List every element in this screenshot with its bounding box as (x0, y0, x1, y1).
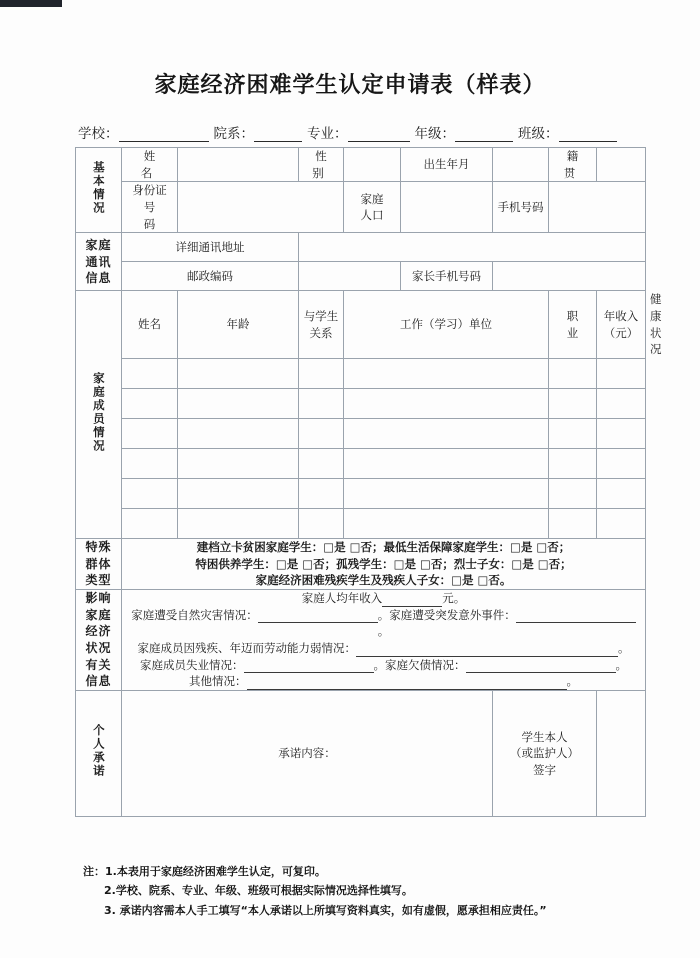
field-grade[interactable] (415, 122, 514, 142)
field-class-blank[interactable] (559, 128, 617, 142)
label-postal-code: 邮政编码 (122, 262, 299, 291)
note-text-1: 1.本表用于家庭经济困难学生认定，可复印。 (105, 865, 326, 878)
special-group-content[interactable] (122, 539, 646, 590)
blank-disaster[interactable] (258, 610, 378, 623)
economic-line-avg-income[interactable]: 家庭人均年收入 元。 (301, 591, 466, 606)
input-family-size[interactable] (401, 182, 493, 233)
field-school-blank[interactable] (119, 128, 209, 142)
cell-member-age[interactable] (178, 419, 299, 449)
special-group-line-1[interactable]: 建档立卡贫困家庭学生：□是 □否；最低生活保障家庭学生：□是 □否； (196, 540, 571, 555)
cell-member-age[interactable] (178, 449, 299, 479)
input-postal-code[interactable] (299, 262, 401, 291)
cell-member-income[interactable] (597, 509, 646, 539)
contact-info-row-2 (76, 262, 646, 291)
column-header-member-age: 年龄 (178, 291, 299, 359)
table-row (76, 419, 646, 449)
column-header-member-occupation: 职 业 (549, 291, 597, 359)
column-header-member-relation: 与学生 关系 (299, 291, 344, 359)
label-gender: 性 别 (299, 148, 344, 182)
field-school[interactable] (78, 122, 209, 142)
cell-member-income[interactable] (597, 479, 646, 509)
field-department-blank[interactable] (254, 128, 302, 142)
input-mobile-phone[interactable] (549, 182, 646, 233)
cell-member-relation[interactable] (299, 509, 344, 539)
header-fields-row (78, 122, 645, 142)
cell-member-name[interactable] (122, 449, 178, 479)
table-row (76, 359, 646, 389)
input-id-number[interactable] (178, 182, 344, 233)
cell-member-name[interactable] (122, 389, 178, 419)
cell-member-income[interactable] (597, 419, 646, 449)
blank-accident[interactable] (516, 610, 636, 623)
cell-member-name[interactable] (122, 509, 178, 539)
section-label-special-group: 特殊群体类型 (76, 539, 122, 590)
cell-member-name[interactable] (122, 419, 178, 449)
cell-member-name[interactable] (122, 359, 178, 389)
cell-member-occupation[interactable] (549, 389, 597, 419)
economic-line-other[interactable]: 其他情况： 。 (189, 674, 578, 689)
field-major[interactable] (307, 122, 410, 142)
table-row (76, 509, 646, 539)
cell-member-relation[interactable] (299, 359, 344, 389)
signature-label: 学生本人 （或监护人） 签字 (493, 691, 597, 817)
input-detailed-address[interactable] (299, 233, 646, 262)
economic-info-row (76, 590, 646, 691)
field-class[interactable] (518, 122, 617, 142)
label-name: 姓 名 (122, 148, 178, 182)
family-members-header-row: 家庭成员情况 姓名 年龄 与学生 关系 工作（学习）单位 职 业 年收入 （元） 健康状况 (76, 291, 646, 359)
cell-member-name[interactable] (122, 479, 178, 509)
special-group-line-2[interactable]: 特困供养学生：□是 □否；孤残学生：□是 □否；烈士子女：□是 □否； (195, 556, 572, 571)
note-line-3: 3. 承诺内容需本人手工填写“本人承诺以上所填写资料真实，如有虚假，愿承担相应责任。” (104, 903, 547, 917)
column-header-member-name: 姓名 (122, 291, 178, 359)
commitment-content-area[interactable] (122, 691, 493, 817)
label-detailed-address: 详细通讯地址 (122, 233, 299, 262)
note-line-2: 2.学校、院系、专业、年级、班级可根据实际情况选择性填写。 (104, 884, 413, 898)
column-header-member-income: 年收入 （元） (597, 291, 646, 359)
cell-member-relation[interactable] (299, 389, 344, 419)
commitment-content-label: 承诺内容： (278, 746, 336, 761)
economic-info-content (122, 590, 646, 691)
cell-member-occupation[interactable] (549, 479, 597, 509)
blank-avg-income[interactable] (382, 594, 442, 607)
cell-member-income[interactable] (597, 359, 646, 389)
blank-unemployment[interactable] (244, 660, 374, 673)
special-group-row (76, 539, 646, 590)
cell-member-age[interactable] (178, 479, 299, 509)
input-parent-phone[interactable] (493, 262, 646, 291)
field-school-label: 学校： (78, 126, 119, 142)
cell-member-income[interactable] (597, 389, 646, 419)
footer-notes (83, 862, 547, 920)
blank-disability[interactable] (356, 644, 618, 657)
label-id-number: 身份证 号 码 (122, 182, 178, 233)
note-line-1 (83, 862, 547, 881)
commitment-row (76, 691, 646, 817)
table-row (76, 389, 646, 419)
cell-member-relation[interactable] (299, 419, 344, 449)
cell-member-age[interactable] (178, 509, 299, 539)
field-department[interactable] (214, 122, 303, 142)
label-native-place: 籍 贯 (549, 148, 597, 182)
field-grade-label: 年级： (414, 126, 455, 142)
field-grade-blank[interactable] (455, 128, 513, 142)
table-row (76, 449, 646, 479)
cell-member-workplace[interactable] (344, 509, 549, 539)
cell-member-income[interactable] (597, 449, 646, 479)
column-header-member-workplace: 工作（学习）单位 (344, 291, 549, 359)
cell-member-workplace[interactable] (344, 419, 549, 449)
label-birth-date: 出生年月 (401, 148, 493, 182)
cell-member-age[interactable] (178, 389, 299, 419)
field-department-label: 院系： (213, 126, 254, 142)
field-major-blank[interactable] (348, 128, 410, 142)
cell-member-workplace[interactable] (344, 479, 549, 509)
section-label-commitment: 个人承诺 (76, 691, 122, 817)
label-parent-phone: 家长手机号码 (401, 262, 493, 291)
page-title: 家庭经济困难学生认定申请表（样表） (154, 73, 546, 98)
section-label-basic-info: 基本情况 (76, 148, 122, 233)
blank-other[interactable] (247, 677, 567, 690)
application-form-table (75, 147, 662, 817)
section-label-family-members: 家庭成员情况 (76, 291, 122, 539)
cell-member-occupation[interactable] (549, 419, 597, 449)
economic-line-disaster[interactable]: 家庭遭受自然灾害情况： 。家庭遭受突发意外事件：。 (126, 607, 641, 640)
cell-member-occupation[interactable] (549, 449, 597, 479)
basic-info-row-2 (76, 182, 646, 233)
cell-member-occupation[interactable] (549, 359, 597, 389)
table-row (76, 479, 646, 509)
input-name[interactable] (178, 148, 299, 182)
economic-line-unemployment[interactable]: 家庭成员失业情况： 。家庭欠债情况： 。 (140, 657, 627, 672)
cell-member-workplace[interactable] (344, 449, 549, 479)
input-native-place[interactable] (597, 148, 646, 182)
notes-prefix: 注： (83, 865, 105, 878)
section-label-contact-info: 家庭通讯信息 (76, 233, 122, 291)
cell-member-workplace[interactable] (344, 389, 549, 419)
cell-member-occupation[interactable] (549, 509, 597, 539)
blank-debt[interactable] (466, 660, 616, 673)
field-major-label: 专业： (307, 126, 348, 142)
signature-input[interactable] (597, 691, 646, 817)
section-label-economic-info: 影响家庭经济状况有关信息 (76, 590, 122, 691)
input-birth-date[interactable] (493, 148, 549, 182)
label-family-size: 家庭 人口 (344, 182, 401, 233)
cell-member-relation[interactable] (299, 479, 344, 509)
cell-member-relation[interactable] (299, 449, 344, 479)
field-class-label: 班级： (518, 126, 559, 142)
economic-line-disability[interactable]: 家庭成员因残疾、年迈而劳动能力弱情况： 。 (137, 641, 630, 656)
cell-member-workplace[interactable] (344, 359, 549, 389)
scan-artifact (0, 0, 62, 7)
basic-info-row-1 (76, 148, 646, 182)
label-mobile-phone: 手机号码 (493, 182, 549, 233)
cell-member-age[interactable] (178, 359, 299, 389)
contact-info-row-1 (76, 233, 646, 262)
input-gender[interactable] (344, 148, 401, 182)
special-group-line-3[interactable]: 家庭经济困难残疾学生及残疾人子女：□是 □否。 (255, 573, 512, 588)
